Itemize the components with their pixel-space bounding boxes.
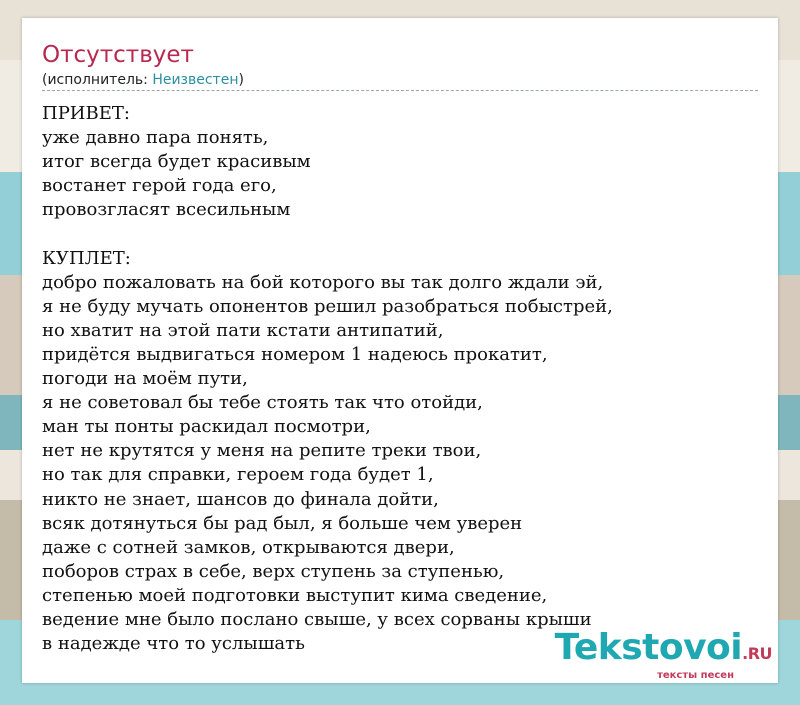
lyrics-line: уже давно пара понять, — [42, 127, 269, 149]
lyrics-line: всяк дотянуться бы рад был, я больше чем уверен — [42, 512, 523, 534]
performer-link[interactable]: Неизвестен — [152, 72, 239, 88]
lyrics-line: нет не крутятся у меня на репите треки твои, — [42, 440, 482, 462]
lyrics-line: но хватит на этой пати кстати антипатий, — [42, 319, 444, 341]
lyrics-line: придётся выдвигаться номером 1 надеюсь прокатит, — [42, 343, 548, 365]
lyrics-line: никто не знает, шансов до финала дойти, — [42, 488, 439, 510]
performer-prefix: (исполнитель: — [42, 72, 153, 88]
logo-name: Tekstovoi — [554, 627, 743, 668]
logo-tld: .RU — [742, 644, 772, 663]
lyrics-line: я не буду мучать опонентов решил разобраться побыстрей, — [42, 295, 613, 317]
lyrics-line: ведение мне было послано свыше, у всех сорваны крыши — [42, 608, 592, 630]
lyrics-card — [22, 18, 778, 683]
lyrics-line: степенью моей подготовки выступит кима сведение, — [42, 584, 548, 606]
lyrics-line: итог всегда будет красивым — [42, 151, 311, 173]
lyrics-line: ман ты понты раскидал посмотри, — [42, 416, 371, 438]
lyrics-line: провозгласят всесильным — [42, 199, 291, 221]
lyrics-line — [42, 222, 613, 246]
dashed-divider — [42, 90, 758, 91]
lyrics-section-heading: ПРИВЕТ: — [42, 103, 130, 124]
lyrics-line: в надежде что то услышать — [42, 633, 305, 655]
performer-line — [42, 72, 244, 88]
lyrics-line: добро пожаловать на бой которого вы так долго ждали эй, — [42, 271, 604, 293]
lyrics-section-heading: КУПЛЕТ: — [42, 247, 131, 269]
lyrics-line: поборов страх в себе, верх ступень за ступенью, — [42, 560, 505, 582]
lyrics-line: погоди на моём пути, — [42, 368, 248, 390]
site-logo[interactable] — [554, 627, 772, 681]
lyrics-line: я не советовал бы тебе стоять так что отойди, — [42, 392, 483, 414]
lyrics-line: но так для справки, героем года будет 1, — [42, 464, 434, 486]
logo-tagline: тексты песен — [657, 670, 734, 681]
lyrics-line: даже с сотней замков, открываются двери, — [42, 536, 455, 558]
song-title: Отсутствует — [42, 42, 194, 68]
performer-suffix: ) — [238, 72, 244, 88]
lyrics-line: востанет герой года его, — [42, 175, 277, 197]
lyrics-text — [42, 102, 613, 656]
